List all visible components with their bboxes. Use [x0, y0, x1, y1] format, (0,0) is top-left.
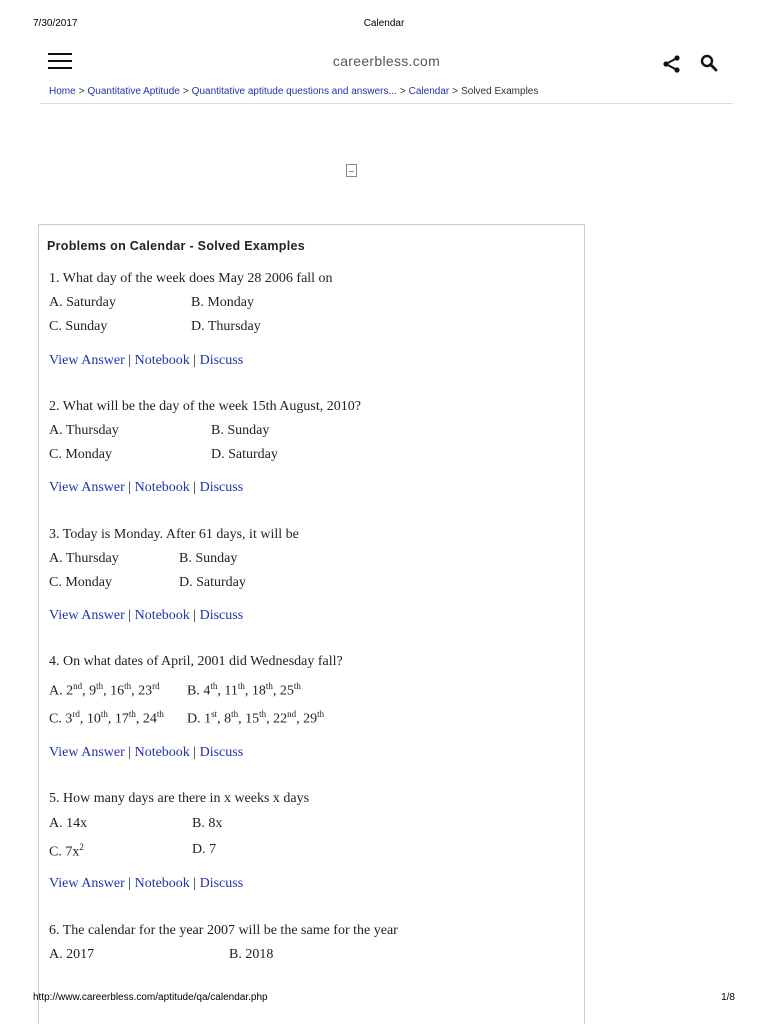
notebook-link[interactable]: Notebook	[134, 876, 190, 891]
q1-links: View Answer | Notebook | Discuss	[49, 353, 244, 368]
view-answer-link[interactable]: View Answer	[49, 353, 125, 368]
breadcrumb-quantitative-aptitude[interactable]: Quantitative Aptitude	[87, 86, 180, 97]
breadcrumb-current: Solved Examples	[461, 86, 539, 97]
notebook-link[interactable]: Notebook	[134, 608, 190, 623]
q1-option-d: D. Thursday	[191, 319, 261, 334]
view-answer-link[interactable]: View Answer	[49, 745, 125, 760]
notebook-link[interactable]: Notebook	[134, 480, 190, 495]
q4-option-b: B. 4th, 11th, 18th, 25th	[187, 681, 301, 699]
question-5: 5. How many days are there in x weeks x days	[49, 791, 310, 806]
view-answer-link[interactable]: View Answer	[49, 876, 125, 891]
notebook-link[interactable]: Notebook	[134, 745, 190, 760]
q1-option-b: B. Monday	[191, 295, 254, 310]
q2-option-d: D. Saturday	[211, 447, 278, 462]
q3-links: View Answer | Notebook | Discuss	[49, 608, 244, 623]
print-title: Calendar	[363, 18, 405, 29]
q1-option-c: C. Sunday	[49, 319, 108, 334]
print-page-number: 1/8	[721, 992, 735, 1003]
q3-option-c: C. Monday	[49, 575, 112, 590]
view-answer-link[interactable]: View Answer	[49, 480, 125, 495]
q6-option-a: A. 2017	[49, 947, 95, 962]
q5-option-c: C. $7x^2$	[49, 842, 84, 860]
broken-image-icon	[346, 164, 357, 177]
site-name[interactable]: careerbless.com	[332, 53, 441, 69]
q5-links: View Answer | Notebook | Discuss	[49, 876, 244, 891]
q2-links: View Answer | Notebook | Discuss	[49, 480, 244, 495]
q4-option-a: A. 2nd, 9th, 16th, 23rd	[49, 681, 160, 699]
question-3: 3. Today is Monday. After 61 days, it will be	[49, 527, 299, 542]
question-6: 6. The calendar for the year 2007 will be the same for the year	[49, 923, 398, 938]
q1-option-a: A. Saturday	[49, 295, 116, 310]
question-2: 2. What will be the day of the week 15th August, 2010?	[49, 399, 361, 414]
print-url: http://www.careerbless.com/aptitude/qa/calendar.php	[33, 992, 268, 1003]
q4-option-c: C. 3rd, 10th, 17th, 24th	[49, 709, 164, 727]
print-date: 7/30/2017	[33, 18, 78, 29]
q5-option-d: D. 7	[192, 842, 217, 857]
notebook-link[interactable]: Notebook	[134, 353, 190, 368]
breadcrumb-calendar[interactable]: Calendar	[408, 86, 450, 97]
question-1: 1. What day of the week does May 28 2006 fall on	[49, 271, 333, 286]
problems-box	[38, 224, 585, 1024]
share-icon[interactable]	[662, 54, 682, 74]
q3-option-b: B. Sunday	[179, 551, 238, 566]
discuss-link[interactable]: Discuss	[199, 608, 244, 623]
q2-option-c: C. Monday	[49, 447, 112, 462]
q2-option-b: B. Sunday	[211, 423, 270, 438]
q5-option-a: A. 14x	[49, 816, 88, 831]
q5-option-b: B. 8x	[192, 816, 223, 831]
q3-option-d: D. Saturday	[179, 575, 246, 590]
site-header	[40, 44, 733, 82]
breadcrumb-home[interactable]: Home	[49, 86, 76, 97]
q2-option-a: A. Thursday	[49, 423, 119, 438]
discuss-link[interactable]: Discuss	[199, 876, 244, 891]
search-icon[interactable]	[700, 54, 718, 72]
breadcrumb: Home > Quantitative Aptitude > Quantitative aptitude questions and answers... > Calendar > Solved Examples	[40, 84, 733, 104]
view-answer-link[interactable]: View Answer	[49, 608, 125, 623]
discuss-link[interactable]: Discuss	[199, 480, 244, 495]
q4-option-d: D. 1st, 8th, 15th, 22nd, 29th	[187, 709, 325, 727]
discuss-link[interactable]: Discuss	[199, 353, 244, 368]
q3-option-a: A. Thursday	[49, 551, 119, 566]
q4-links: View Answer | Notebook | Discuss	[49, 745, 244, 760]
q6-option-b: B. 2018	[229, 947, 274, 962]
question-4: 4. On what dates of April, 2001 did Wednesday fall?	[49, 654, 343, 669]
breadcrumb-questions-answers[interactable]: Quantitative aptitude questions and answers...	[191, 86, 397, 97]
discuss-link[interactable]: Discuss	[199, 745, 244, 760]
box-title: Problems on Calendar - Solved Examples	[47, 239, 306, 253]
